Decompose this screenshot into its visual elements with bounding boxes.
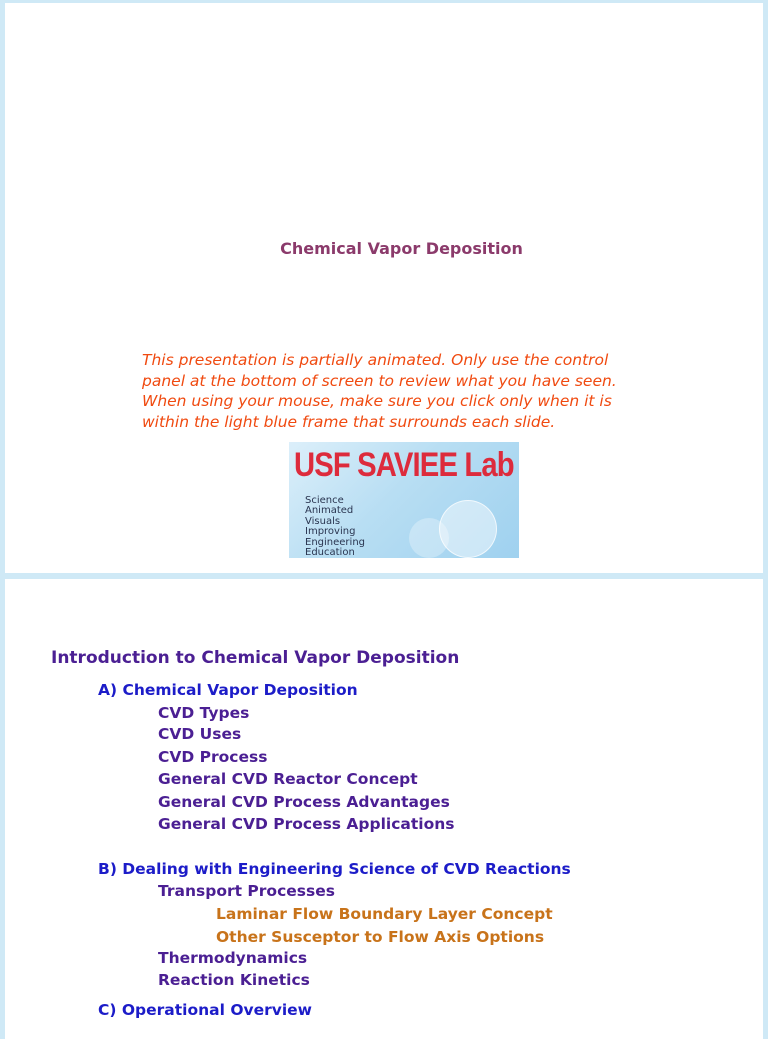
outline-item: General CVD Process Applications: [158, 815, 455, 833]
acronym-line: Science: [305, 495, 344, 506]
outline-section-a: A) Chemical Vapor Deposition: [98, 681, 358, 699]
outline-item: Transport Processes: [158, 882, 335, 900]
acronym-line: Animated: [305, 505, 354, 517]
outline-item: Thermodynamics: [158, 949, 308, 967]
outline-section-b: B) Dealing with Engineering Science of CVD Reactions: [98, 860, 571, 878]
slide-1[interactable]: [5, 3, 763, 573]
note-line: within the light blue frame that surrounds each slide.: [142, 413, 556, 432]
outline-item: CVD Process: [158, 748, 268, 766]
logo-bubble: [439, 500, 497, 558]
acronym-line: Education: [305, 547, 355, 558]
note-line: This presentation is partially animated. Only use the control: [142, 351, 609, 369]
acronym-line: Improving: [305, 526, 356, 538]
outline-item: Reaction Kinetics: [158, 971, 310, 989]
outline-subitem: Laminar Flow Boundary Layer Concept: [216, 905, 553, 923]
outline-subitem: Other Susceptor to Flow Axis Options: [216, 928, 545, 946]
note-line: panel at the bottom of screen to review what you have seen.: [142, 371, 617, 390]
slide-title: Chemical Vapor Deposition: [280, 239, 523, 258]
logo-bubble: [409, 518, 449, 558]
outline-item: CVD Types: [158, 704, 250, 722]
outline-section-c: C) Operational Overview: [98, 1001, 313, 1019]
outline-item: General CVD Process Advantages: [158, 793, 450, 811]
logo-acronym: [305, 496, 365, 558]
outline-item: CVD Uses: [158, 725, 242, 743]
acronym-line: Visuals: [305, 515, 341, 527]
outline-item: General CVD Reactor Concept: [158, 770, 418, 788]
note-line: When using your mouse, make sure you click only when it is: [142, 392, 612, 411]
outline-heading: Introduction to Chemical Vapor Deposition: [51, 648, 460, 668]
acronym-line: Engineering: [305, 536, 365, 548]
logo-brand: USF SAVIEE Lab: [294, 446, 514, 484]
slide-2[interactable]: [5, 579, 763, 1039]
animation-note: [142, 350, 682, 433]
saviee-logo: [289, 442, 519, 558]
